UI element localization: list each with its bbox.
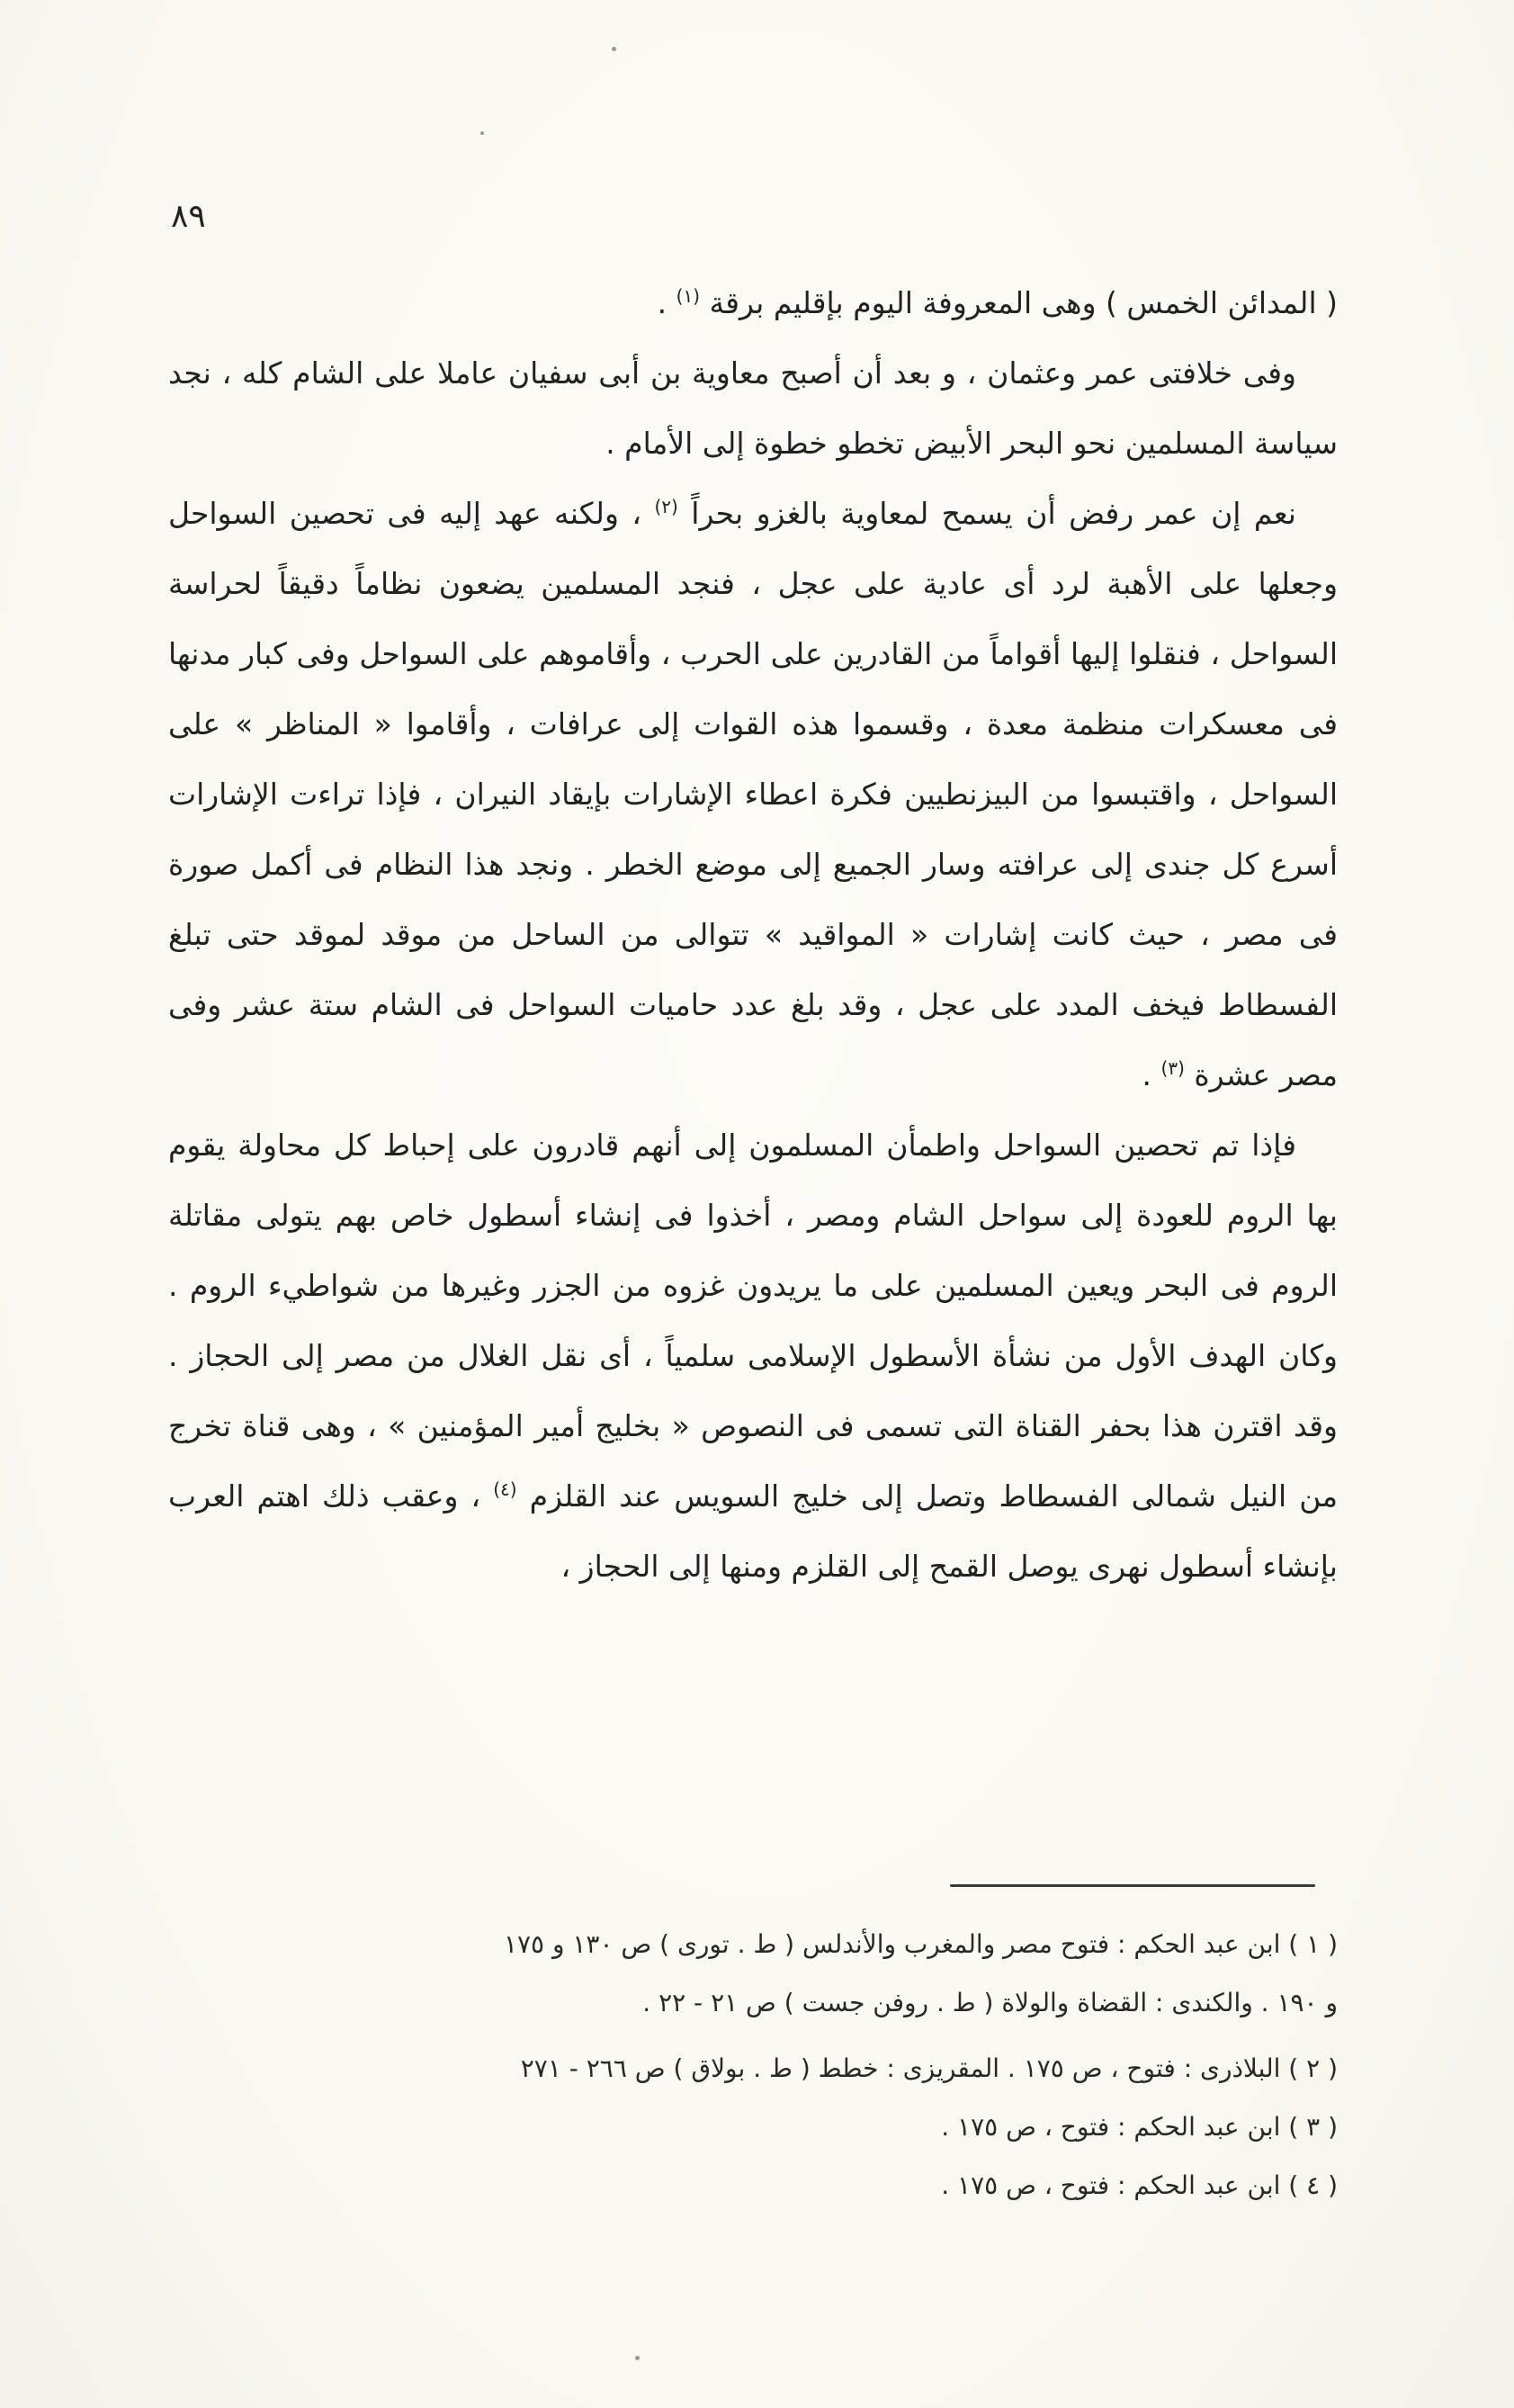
footnote-ref: (١) [676, 285, 701, 307]
paragraph-tail: ( المدائن الخمس ) وهى المعروفة اليوم بإقليم برقة $^{(١)}$ . [657, 285, 1338, 320]
paragraph: وفى خلافتى عمر وعثمان ، و بعد أن أصبح معاوية بن أبى سفيان عاملا على الشام كله ، نجد سياسة المسلمين نحو البحر الأبيض تخطو خطوة إلى الأمام . [168, 355, 1338, 461]
scan-speck [635, 2356, 640, 2360]
footnote-line: ( ٢ ) البلاذرى : فتوح ، ص ١٧٥ . المقريزى : خطط ( ط . بولاق ) ص ٢٦٦ - ٢٧١ [520, 2053, 1338, 2083]
footnotes [168, 1915, 1338, 2215]
footnote-line: ( ٤ ) ابن عبد الحكم : فتوح ، ص ١٧٥ . [941, 2170, 1338, 2200]
paragraph: نعم إن عمر رفض أن يسمح لمعاوية بالغزو بحراً $^{(٢)}$ ، ولكنه عهد إليه فى تحصين السواحل وجعلها على الأهبة لرد أى عادية على عجل ، فنجد المسلمين يضعون نظاماً دقيقاً لحراسة السواحل ، فنقلوا إليها أقواماً من القادرين على الحرب ، وأقاموهم على السواحل وفى كبار مدنها فى معسكرات منظمة معدة ، وقسموا هذه القوات إلى عرافات ، وأقاموا « المناظر » على السواحل ، واقتبسوا من البيزنطيين فكرة اعطاء الإشارات بإيقاد النيران ، فإذا تراءت الإشارات أسرع كل جندى إلى عرافته وسار الجميع إلى موضع الخطر . ونجد هذا النظام فى أكمل صورة فى مصر ، حيث كانت إشارات « المواقيد » تتوالى من الساحل من موقد لموقد حتى تبلغ الفسطاط فيخف المدد على عجل ، وقد بلغ عدد حاميات السواحل فى الشام ستة عشر وفى مصر عشرة $^{(٣)}$ . [168, 496, 1338, 1092]
footnote-line: ( ٣ ) ابن عبد الحكم : فتوح ، ص ١٧٥ . [941, 2112, 1338, 2142]
footnote-line: ( ١ ) ابن عبد الحكم : فتوح مصر والمغرب والأندلس ( ط . تورى ) ص ١٣٠ و ١٧٥ [503, 1929, 1338, 1959]
scan-speck [612, 47, 616, 51]
footnote-ref: (٢) [654, 496, 678, 517]
body-text [168, 268, 1338, 1602]
paragraph: فإذا تم تحصين السواحل واطمأن المسلمون إلى أنهم قادرون على إحباط كل محاولة يقوم بها الروم للعودة إلى سواحل الشام ومصر ، أخذوا فى إنشاء أسطول خاص بهم يتولى مقاتلة الروم فى البحر ويعين المسلمين على ما يريدون غزوه من الجزر وغيرها من شواطيء الروم . وكان الهدف الأول من نشأة الأسطول الإسلامى سلمياً ، أى نقل الغلال من مصر إلى الحجاز . وقد اقترن هذا بحفر القناة التى تسمى فى النصوص « بخليج أمير المؤمنين » ، وهى قناة تخرج من النيل شمالى الفسطاط وتصل إلى خليج السويس عند القلزم $^{(٤)}$ ، وعقب ذلك اهتم العرب بإنشاء أسطول نهرى يوصل القمح إلى القلزم ومنها إلى الحجاز ، [168, 1128, 1338, 1584]
scan-speck [480, 131, 484, 135]
footnote-ref: (٣) [1160, 1057, 1185, 1079]
footnote-line-continuation: و ١٩٠ . والكندى : القضاة والولاة ( ط . روفن جست ) ص ٢١ - ٢٢ . [642, 1988, 1338, 2017]
footnote-separator [950, 1884, 1315, 1887]
footnote-ref: (٤) [493, 1478, 517, 1500]
page-number: ٨٩ [171, 198, 206, 235]
